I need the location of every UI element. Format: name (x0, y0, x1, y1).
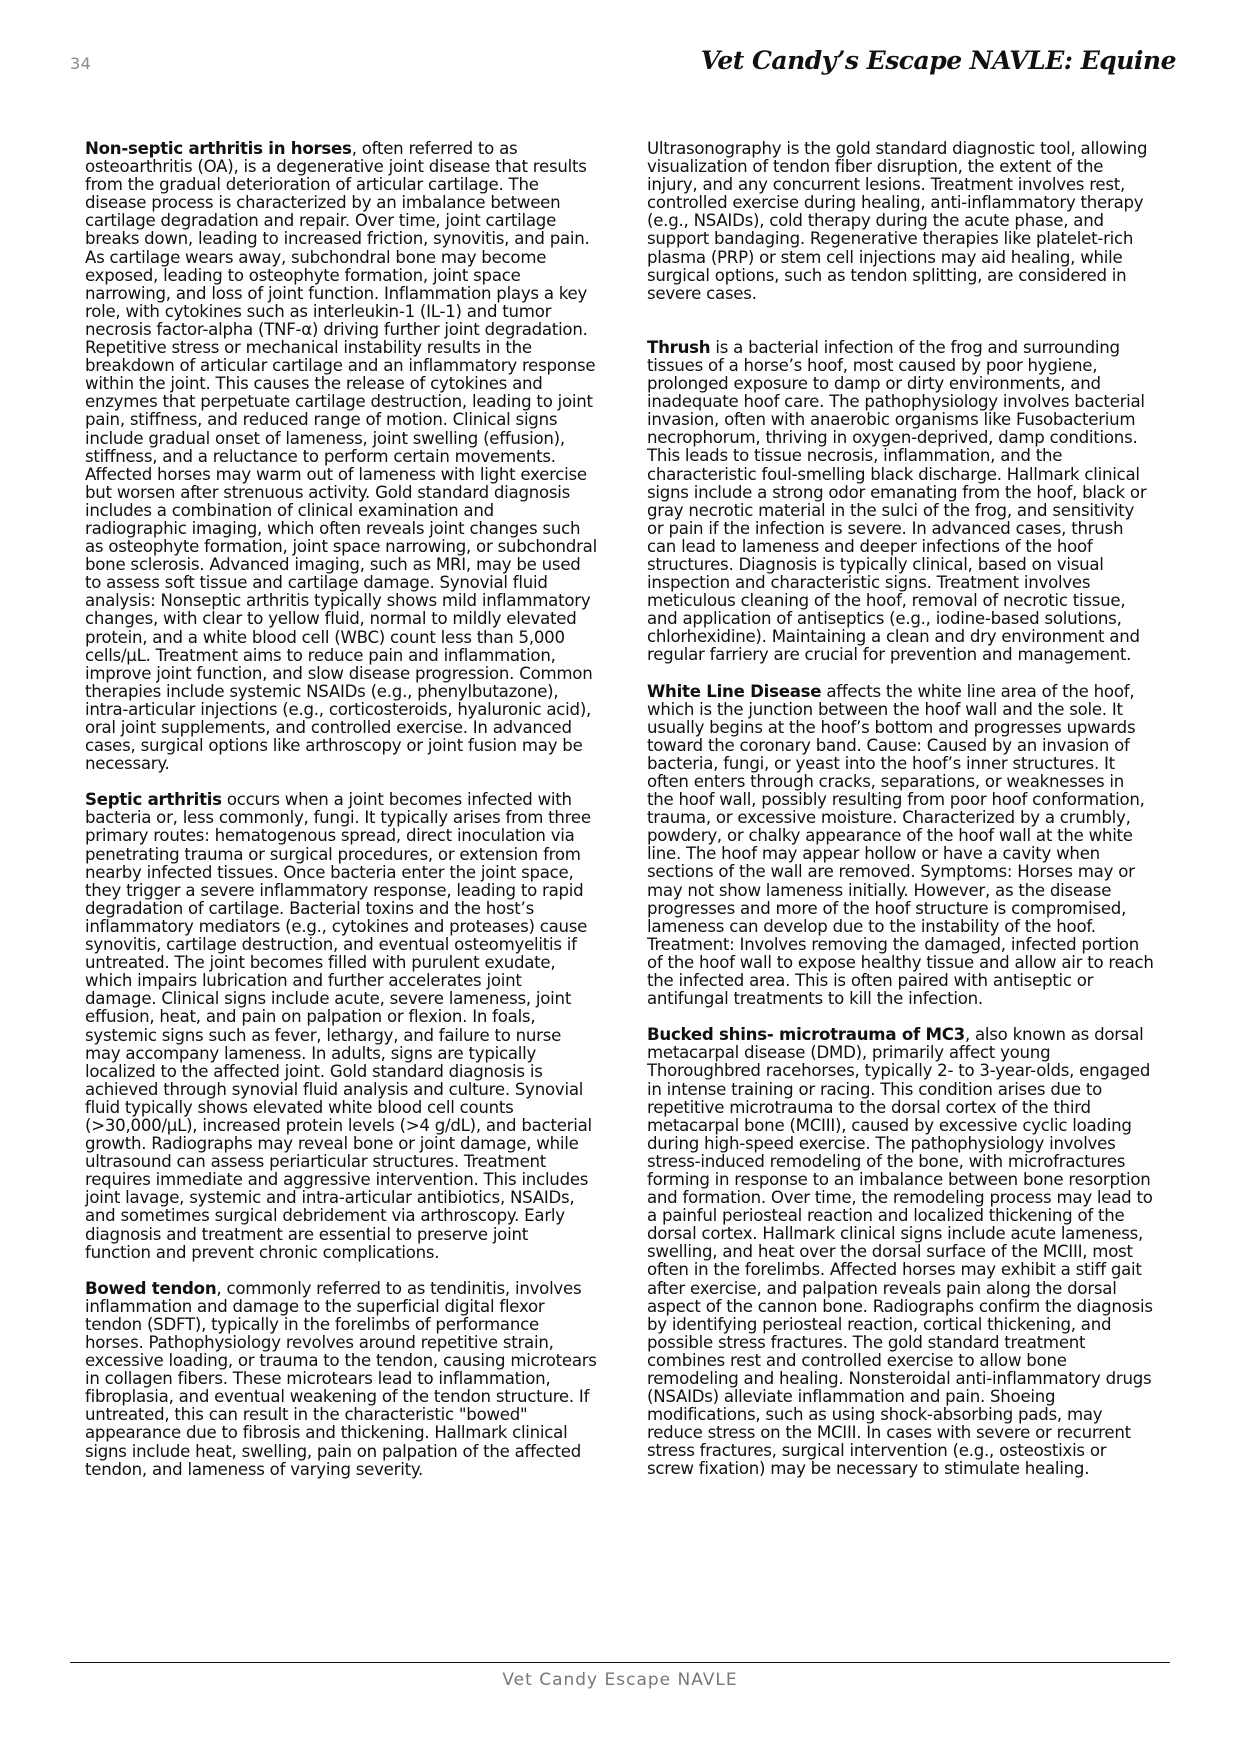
body-thrush: is a bacterial infection of the frog and surrounding tissues of a horse’s hoof, most caused by poor hygiene, prolonged exposure to damp or dirty environments, and inadequate hoof care. The pathophysiology involves bacterial invasion, often with anaerobic organisms like Fusobacterium necrophorum, thriving in oxygen-deprived, damp conditions. This leads to tissue necrosis, inflammation, and the characteristic foul-smelling black discharge. Hallmark clinical signs include a strong odor emanating from the hoof, black or gray necrotic material in the sulci of the frog, and sensitivity or pain if the infection is severe. In advanced cases, thrush can lead to lameness and deeper infections of the hoof structures. Diagnosis is typically clinical, based on visual inspection and characteristic signs. Treatment involves meticulous cleaning of the hoof, removal of necrotic tissue, and application of antiseptics (e.g., iodine-based solutions, chlorhexidine). Maintaining a clean and dry environment and regular farriery are crucial for prevention and management. (647, 337, 1147, 665)
term-septic-arthritis: Septic arthritis (85, 790, 222, 810)
term-thrush: Thrush (647, 337, 711, 357)
body-bucked-shins: , also known as dorsal metacarpal disease (DMD), primarily affect young Thoroughbred racehorses, typically 2- to 3-year-olds, engaged in intense training or racing. This condition arises due to repetitive microtrauma to the dorsal cortex of the third metacarpal bone (MCIII), caused by excessive cyclic loading during high-speed exercise. The pathophysiology involves stress-induced remodeling of the bone, with microfractures forming in response to an imbalance between bone resorption and formation. Over time, the remodeling process may lead to a painful periosteal reaction and localized thickening of the dorsal cortex. Hallmark clinical signs include acute lameness, swelling, and heat over the dorsal surface of the MCIII, most often in the forelimbs. Affected horses may exhibit a stiff gait after exercise, and palpation reveals pain along the dorsal aspect of the cannon bone. Radiographs confirm the diagnosis by identifying periosteal reaction, cortical thickening, and possible stress fractures. The gold standard treatment combines rest and controlled exercise to allow bone remodeling and healing. Nonsteroidal anti-inflammatory drugs (NSAIDs) alleviate inflammation and pain. Shoeing modifications, such as using shock-absorbing pads, may reduce stress on the MCIII. In cases with severe or recurrent stress fractures, surgical intervention (e.g., osteostixis or screw fixation) may be necessary to stimulate healing. (647, 1025, 1153, 1479)
paragraph-white-line-disease (647, 683, 1155, 1009)
paragraph-bucked-shins (647, 1026, 1155, 1478)
paragraph-non-septic-arthritis (85, 140, 597, 773)
page-number: 34 (70, 54, 92, 73)
body-bowed-tendon: , commonly referred to as tendinitis, involves inflammation and damage to the superficial digital flexor tendon (SDFT), typically in the forelimbs of performance horses. Pathophysiology revolves around repetitive strain, excessive loading, or trauma to the tendon, causing microtears in collagen fibers. These microtears lead to inflammation, fibroplasia, and eventual weakening of the tendon structure. If untreated, this can result in the characteristic "bowed" appearance due to fibrosis and thickening. Hallmark clinical signs include heat, swelling, pain on palpation of the affected tendon, and lameness of varying severity. (85, 1278, 597, 1479)
paragraph-bowed-tendon (85, 1280, 597, 1479)
term-bucked-shins: Bucked shins- microtrauma of MC3 (647, 1025, 965, 1045)
body-non-septic-arthritis: , often referred to as osteoarthritis (OA), is a degenerative joint disease that results from the gradual deterioration of articular cartilage. The disease process is characterized by an imbalance between cartilage degradation and repair. Over time, joint cartilage breaks down, leading to increased friction, synovitis, and pain. As cartilage wears away, subchondral bone may become exposed, leading to osteophyte formation, joint space narrowing, and loss of joint function. Inflammation plays a key role, with cytokines such as interleukin-1 (IL-1) and tumor necrosis factor-alpha (TNF-α) driving further joint degradation. Repetitive stress or mechanical instability results in the breakdown of articular cartilage and an inflammatory response within the joint. This causes the release of cytokines and enzymes that perpetuate cartilage destruction, leading to joint pain, stiffness, and reduced range of motion. Clinical signs include gradual onset of lameness, joint swelling (effusion), stiffness, and a reluctance to perform certain movements. Affected horses may warm out of lameness with light exercise but worsen after strenuous activity. Gold standard diagnosis includes a combination of clinical examination and radiographic imaging, which often reveals joint changes such as osteophyte formation, joint space narrowing, or subchondral bone sclerosis. Advanced imaging, such as MRI, may be used to assess soft tissue and cartilage damage. Synovial fluid analysis: Nonseptic arthritis typically shows mild inflammatory changes, with clear to yellow fluid, normal to mildly elevated protein, and a white blood cell (WBC) count less than 5,000 cells/μL. Treatment aims to reduce pain and inflammation, improve joint function, and slow disease progression. Common therapies include systemic NSAIDs (e.g., phenylbutazone), intra-articular injections (e.g., corticosteroids, hyaluronic acid), oral joint supplements, and controlled exercise. In advanced cases, surgical options like arthroscopy or joint fusion may be necessary. (85, 139, 597, 774)
body-white-line-disease: affects the white line area of the hoof, which is the junction between the hoof wall and the sole. It usually begins at the hoof’s bottom and progresses upwards toward the coronary band. Cause: Caused by an invasion of bacteria, fungi, or yeast into the hoof’s inner structures. It often enters through cracks, separations, or weaknesses in the hoof wall, possibly resulting from poor hoof conformation, trauma, or excessive moisture. Characterized by a crumbly, powdery, or chalky appearance of the hoof wall at the white line. The hoof may appear hollow or have a cavity when sections of the wall are removed. Symptoms: Horses may or may not show lameness initially. However, as the disease progresses and more of the hoof structure is compromised, lameness can develop due to the instability of the hoof. Treatment: Involves removing the damaged, infected portion of the hoof wall to expose healthy tissue and allow air to reach the infected area. This is often paired with antiseptic or antifungal treatments to kill the infection. (647, 681, 1154, 1009)
paragraph-septic-arthritis (85, 791, 597, 1261)
body-septic-arthritis: occurs when a joint becomes infected with bacteria or, less commonly, fungi. It typically arises from three primary routes: hematogenous spread, direct inoculation via penetrating trauma or surgical procedures, or extension from nearby infected tissues. Once bacteria enter the joint space, they trigger a severe inflammatory response, leading to rapid degradation of cartilage. Bacterial toxins and the host’s inflammatory mediators (e.g., cytokines and proteases) cause synovitis, cartilage destruction, and eventual osteomyelitis if untreated. The joint becomes filled with purulent exudate, which impairs lubrication and further accelerates joint damage. Clinical signs include acute, severe lameness, joint effusion, heat, and pain on palpation or flexion. In foals, systemic signs such as fever, lethargy, and failure to nurse may accompany lameness. In adults, signs are typically localized to the affected joint. Gold standard diagnosis is achieved through synovial fluid analysis and culture. Synovial fluid typically shows elevated white blood cell counts (>30,000/μL), increased protein levels (>4 g/dL), and bacterial growth. Radiographs may reveal bone or joint damage, while ultrasound can assess periarticular structures. Treatment requires immediate and aggressive intervention. This includes joint lavage, systemic and intra-articular antibiotics, NSAIDs, and sometimes surgical debridement via arthroscopy. Early diagnosis and treatment are essential to preserve joint function and prevent chronic complications. (85, 790, 592, 1262)
body-bowed-tendon-continued: Ultrasonography is the gold standard diagnostic tool, allowing visualization of tendon fiber disruption, the extent of the injury, and any concurrent lesions. Treatment involves rest, controlled exercise during healing, anti-inflammatory therapy (e.g., NSAIDs), cold therapy during the acute phase, and support bandaging. Regenerative therapies like platelet-rich plasma (PRP) or stem cell injections may aid healing, while surgical options, such as tendon splitting, are considered in severe cases. (647, 139, 1148, 303)
paragraph-bowed-tendon-continued (647, 140, 1155, 303)
term-white-line-disease: White Line Disease (647, 681, 822, 701)
right-column (647, 140, 1155, 1497)
term-bowed-tendon: Bowed tendon (85, 1278, 217, 1298)
paragraph-thrush (647, 339, 1155, 665)
footer-divider (70, 1662, 1170, 1663)
running-title: Vet Candy’s Escape NAVLE: Equine (700, 46, 1176, 75)
left-column (85, 140, 597, 1497)
footer-text: Vet Candy Escape NAVLE (502, 1670, 738, 1690)
term-non-septic-arthritis: Non-septic arthritis in horses (85, 139, 352, 158)
